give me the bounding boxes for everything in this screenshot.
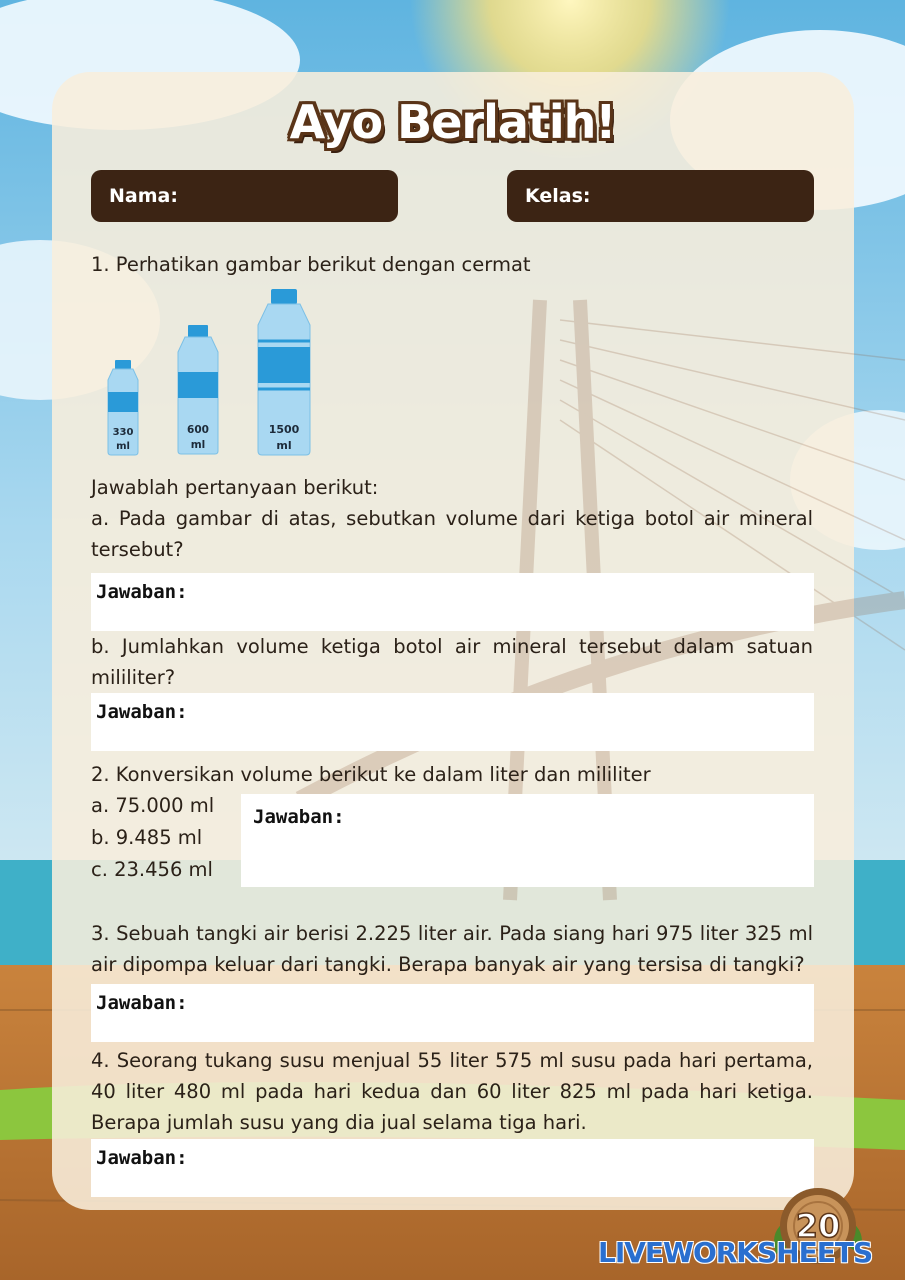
question-2-prompt: 2. Konversikan volume berikut ke dalam liter dan mililiter [91, 763, 651, 786]
answer-label: Jawaban: [96, 701, 188, 723]
bottle-330 [104, 358, 142, 456]
bottle-330-volume: 330 [112, 427, 134, 438]
question-4-prompt: 4. Seorang tukang susu menjual 55 liter 575 ml susu pada hari pertama, 40 liter 480 ml pada hari kedua dan 60 liter 825 ml pada hari ketiga. Berapa jumlah susu yang dia jual selama tiga hari. [91, 1049, 813, 1134]
answer-box-4[interactable] [91, 1139, 814, 1197]
question-1-prompt: 1. Perhatikan gambar berikut dengan cermat [91, 253, 531, 276]
bottle-600-volume: 600 [187, 424, 209, 436]
answer-label: Jawaban: [96, 1147, 188, 1169]
question-2-item-c: c. 23.456 ml [91, 858, 213, 881]
question-1-instruction: Jawablah pertanyaan berikut: [91, 476, 379, 499]
bottle-1500-unit: ml [276, 439, 292, 452]
question-1b: b. Jumlahkan volume ketiga botol air mineral tersebut dalam satuan mililiter? [91, 635, 813, 689]
nama-label: Nama: [109, 185, 178, 207]
answer-label: Jawaban: [253, 806, 345, 828]
liveworksheets-logo: LIVEWORKSHEETS [598, 1236, 873, 1269]
page-title: Ayo Berlatih! [289, 95, 616, 149]
answer-box-1b[interactable] [91, 693, 814, 751]
question-3-prompt: 3. Sebuah tangki air berisi 2.225 liter air. Pada siang hari 975 liter 325 ml air dipompa keluar dari tangki. Berapa banyak air yang tersisa di tangki? [91, 922, 813, 976]
answer-label: Jawaban: [96, 581, 188, 603]
answer-box-2[interactable] [241, 794, 814, 887]
question-2-item-a: a. 75.000 ml [91, 794, 215, 817]
bottle-1500-volume: 1500 [268, 423, 300, 436]
bottle-1500 [252, 287, 316, 457]
bottle-600-unit: ml [190, 439, 206, 451]
question-2-item-b: b. 9.485 ml [91, 826, 203, 849]
bottle-600 [173, 322, 223, 456]
kelas-label: Kelas: [525, 185, 591, 207]
question-1a: a. Pada gambar di atas, sebutkan volume dari ketiga botol air mineral tersebut? [91, 507, 813, 561]
kelas-field[interactable] [507, 170, 814, 222]
answer-label: Jawaban: [96, 992, 188, 1014]
nama-field[interactable] [91, 170, 398, 222]
answer-box-3[interactable] [91, 984, 814, 1042]
bottle-330-unit: ml [116, 441, 130, 452]
answer-box-1a[interactable] [91, 573, 814, 631]
page-number: 20 [795, 1207, 841, 1245]
